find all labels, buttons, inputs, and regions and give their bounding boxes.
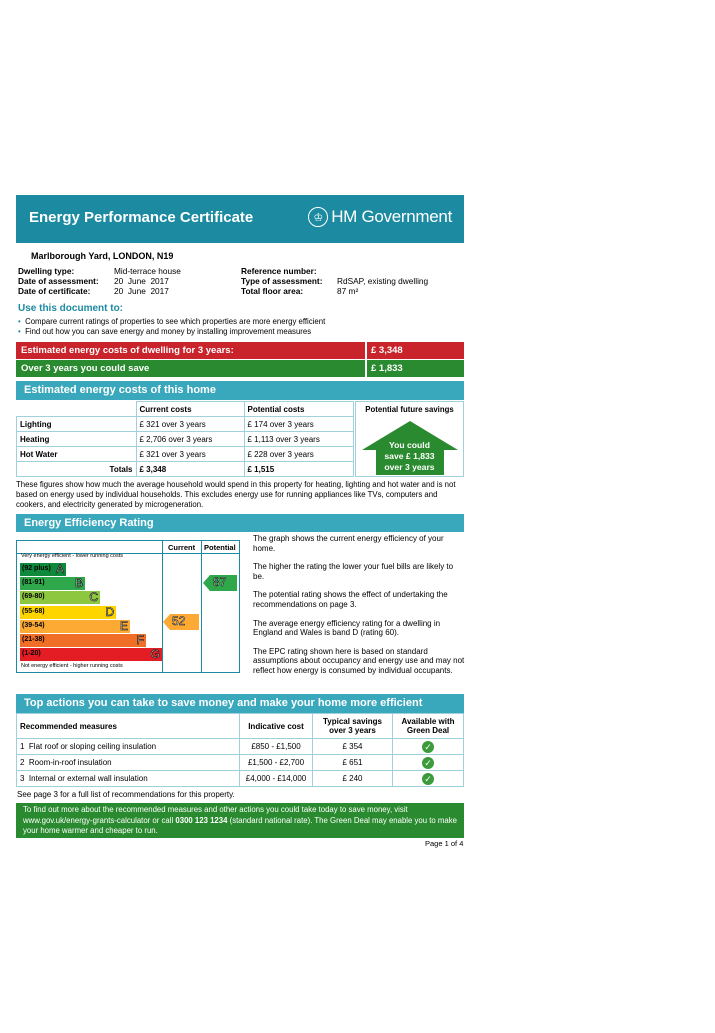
col-measures: Recommended measures xyxy=(17,714,240,739)
details-left xyxy=(18,266,181,296)
band-range: (69-80) xyxy=(22,593,45,601)
footer-band xyxy=(16,803,464,838)
rating-band-f xyxy=(20,634,146,647)
explanation-paragraph: The EPC rating shown here is based on standard assumptions about occupancy and energy use and may not reflect how energy is consumed by individual occupants. xyxy=(253,646,465,675)
actions-header-row xyxy=(17,714,464,739)
floor-area-label: Total floor area: xyxy=(241,286,304,296)
footer-text: To find out more about the recommended measures and other actions you could take today to save money, visit www.gov.uk/energy-grants-calculator or call 0300 123 1234 (standard national rate). The Green Deal may enable you to make your home warmer and cheaper to run. xyxy=(23,805,457,835)
potential-rating-value: 87 xyxy=(213,575,227,589)
col-savings: Typical savings over 3 years xyxy=(313,714,393,739)
band-letter: A xyxy=(55,562,64,576)
saving-cell: £ 354 xyxy=(313,739,393,755)
savings-label: Over 3 years you could save xyxy=(21,363,150,374)
potential-cost: £ 228 over 3 years xyxy=(244,447,354,462)
col-future-savings: Potential future savings xyxy=(365,405,454,414)
estimated-cost-bar xyxy=(16,342,464,359)
table-row xyxy=(17,739,464,755)
col-cost: Indicative cost xyxy=(240,714,313,739)
page-number: Page 1 of 4 xyxy=(425,839,464,848)
hm-government-logo xyxy=(308,207,452,227)
green-deal-cell xyxy=(393,771,464,787)
rating-band-g xyxy=(20,648,162,661)
hm-government-text: HM Government xyxy=(331,207,452,226)
cost-cell: £4,000 - £14,000 xyxy=(240,771,313,787)
date-assessment-value: 20 June 2017 xyxy=(114,276,169,286)
crest-icon: ♔ xyxy=(308,207,328,227)
measure-cell: 3 Internal or external wall insulation xyxy=(17,771,240,787)
costs-section-header xyxy=(16,381,464,400)
type-assessment-value: RdSAP, existing dwelling xyxy=(337,276,429,286)
table-row xyxy=(17,447,354,462)
explanation-paragraph: The average energy efficiency rating for a dwelling in England and Wales is band D (rating 60). xyxy=(253,618,441,638)
actions-section-header xyxy=(16,694,464,713)
check-icon: ✓ xyxy=(422,757,434,769)
table-row xyxy=(17,432,354,447)
check-icon: ✓ xyxy=(422,773,434,785)
band-range: (39-54) xyxy=(22,621,45,629)
row-label: Lighting xyxy=(17,417,137,432)
phone-number: 0300 123 1234 xyxy=(175,815,228,825)
date-certificate-value: 20 June 2017 xyxy=(114,286,169,296)
rating-band-e xyxy=(20,620,130,633)
saving-cell: £ 651 xyxy=(313,755,393,771)
row-label: Heating xyxy=(17,432,137,447)
band-letter: C xyxy=(89,590,98,605)
costs-header-row xyxy=(17,402,354,417)
table-row xyxy=(17,755,464,771)
green-deal-cell xyxy=(393,739,464,755)
band-letter: E xyxy=(119,618,128,633)
potential-cost: £ 1,113 over 3 years xyxy=(244,432,354,447)
table-row xyxy=(17,417,354,432)
floor-area-value: 87 m² xyxy=(337,286,359,296)
col-potential-costs: Potential costs xyxy=(244,402,354,417)
saving-cell: £ 240 xyxy=(313,771,393,787)
dwelling-type-value: Mid-terrace house xyxy=(114,266,181,276)
totals-current: £ 3,348 xyxy=(136,462,244,477)
inefficient-note: Not energy efficient - higher running costs xyxy=(21,663,123,669)
certificate-title: Energy Performance Certificate xyxy=(29,209,254,226)
efficiency-explanation xyxy=(253,534,465,676)
date-assessment-label: Date of assessment: xyxy=(18,276,99,286)
use-heading: Use this document to: xyxy=(18,303,124,314)
efficiency-section-header xyxy=(16,514,464,532)
estimated-cost-value: £ 3,348 xyxy=(365,342,464,359)
estimated-cost-label: Estimated energy costs of dwelling for 3 years: xyxy=(21,345,234,356)
band-range: (92 plus) xyxy=(22,565,51,572)
row-label: Hot Water xyxy=(17,447,137,462)
current-cost: £ 321 over 3 years xyxy=(136,447,244,462)
check-icon: ✓ xyxy=(422,741,434,753)
totals-row xyxy=(17,462,354,477)
col-current-costs: Current costs xyxy=(136,402,244,417)
measure-cell: 1 Flat roof or sloping ceiling insulation xyxy=(17,739,240,755)
dwelling-type-label: Dwelling type: xyxy=(18,266,75,276)
use-bullet: • Find out how you can save energy and money by installing improvement measures xyxy=(18,326,312,336)
savings-bar xyxy=(16,360,464,377)
explanation-paragraph: The higher the rating the lower your fuel bills are likely to be. xyxy=(253,562,454,581)
efficiency-title: Energy Efficiency Rating xyxy=(24,517,154,529)
totals-potential: £ 1,515 xyxy=(244,462,354,477)
costs-section-title: Estimated energy costs of this home xyxy=(24,384,216,396)
use-bullets xyxy=(18,317,325,336)
rating-band-c xyxy=(20,591,100,604)
future-savings-panel xyxy=(355,401,464,477)
cost-cell: £850 - £1,500 xyxy=(240,739,313,755)
use-bullet: • Compare current ratings of properties to see which properties are more energy efficient xyxy=(18,317,326,326)
actions-table xyxy=(16,713,464,787)
band-range: (1-20) xyxy=(22,650,41,658)
costs-table xyxy=(16,401,354,477)
rating-band-b xyxy=(20,577,85,590)
savings-value: £ 1,833 xyxy=(365,360,464,377)
current-cost: £ 2,706 over 3 years xyxy=(136,432,244,447)
costs-note: These figures show how much the average household would spend in this property for heating, lighting and hot water and is not based on energy used by individual households. This excludes energy use for running appliances like TVs, computers and cookers, and electricity generated by microgeneration. xyxy=(16,480,456,509)
property-address: Marlborough Yard, LONDON, N19 xyxy=(31,251,174,261)
band-range: (21-38) xyxy=(22,636,45,643)
table-row xyxy=(17,771,464,787)
type-assessment-label: Type of assessment: xyxy=(241,276,323,286)
explanation-paragraph: The potential rating shows the effect of undertaking the recommendations on page 3. xyxy=(253,590,448,609)
band-range: (81-91) xyxy=(22,579,45,587)
band-letter: G xyxy=(150,647,160,662)
band-letter: D xyxy=(105,604,114,619)
see-page-note: See page 3 for a full list of recommendations for this property. xyxy=(17,790,235,799)
col-green-deal: Available with Green Deal xyxy=(393,714,464,739)
green-deal-cell xyxy=(393,755,464,771)
band-letter: F xyxy=(136,633,144,647)
current-cost: £ 321 over 3 years xyxy=(136,417,244,432)
rating-band-d xyxy=(20,606,116,619)
cost-cell: £1,500 - £2,700 xyxy=(240,755,313,771)
totals-label: Totals xyxy=(17,462,137,477)
explanation-paragraph: The graph shows the current energy efficiency of your home. xyxy=(253,534,444,553)
details-right xyxy=(241,266,428,296)
col-current-rating: Current xyxy=(168,543,196,552)
rating-band-a xyxy=(20,563,66,576)
potential-cost: £ 174 over 3 years xyxy=(244,417,354,432)
band-letter: B xyxy=(74,576,83,591)
measure-cell: 2 Room-in-roof insulation xyxy=(17,755,240,771)
col-potential-rating: Potential xyxy=(204,543,236,552)
current-rating-value: 52 xyxy=(172,614,186,628)
reference-label: Reference number: xyxy=(241,266,317,276)
actions-title: Top actions you can take to save money and make your home more efficient xyxy=(24,697,423,709)
savings-arrow-text: You could save £ 1,833 over 3 years xyxy=(384,440,435,472)
certificate-header xyxy=(16,195,464,243)
band-range: (55-68) xyxy=(22,607,45,615)
date-certificate-label: Date of certificate: xyxy=(18,286,91,296)
efficient-note: Very energy efficient - lower running costs xyxy=(21,553,124,559)
